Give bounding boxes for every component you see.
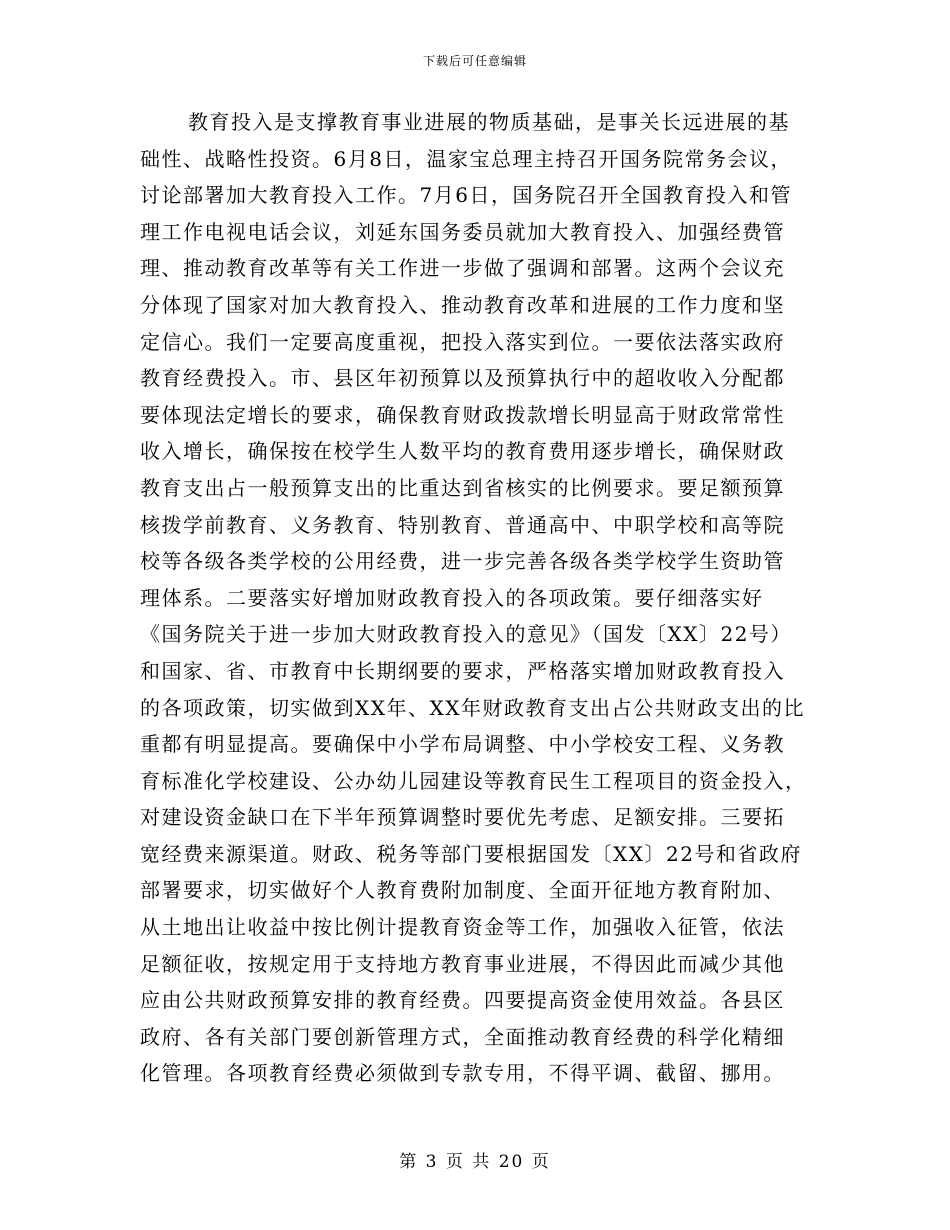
text-line: 收入增长，确保按在校学生人数平均的教育费用逐步增长，确保财政 <box>140 439 785 464</box>
text-line: 础性、战略性投资。6月8日，温家宝总理主持召开国务院常务会议， <box>140 146 792 171</box>
text-line: 足额征收，按规定用于支持地方教育事业进展，不得因此而减少其他 <box>140 951 785 976</box>
text-line: 《国务院关于进一步加大财政教育投入的意见》（国发〔XX〕22号） <box>140 622 792 647</box>
text-line: 宽经费来源渠道。财政、税务等部门要根据国发〔XX〕22号和省政府 <box>140 841 802 866</box>
text-line: 的各项政策，切实做到XX年、XX年财政教育支出占公共财政支出的比 <box>140 695 805 720</box>
text-line: 理体系。二要落实好增加财政教育投入的各项政策。要仔细落实好 <box>140 585 764 610</box>
text-line: 部署要求，切实做好个人教育费附加制度、全面开征地方教育附加、 <box>140 878 785 903</box>
text-line: 化管理。各项教育经费必须做到专款专用，不得平调、截留、挪用。 <box>140 1061 785 1086</box>
text-line: 要体现法定增长的要求，确保教育财政拨款增长明显高于财政常常性 <box>140 402 785 427</box>
text-line: 定信心。我们一定要高度重视，把投入落实到位。一要依法落实政府 <box>140 329 785 354</box>
text-line: 育标准化学校建设、公办幼儿园建设等教育民生工程项目的资金投入， <box>140 768 807 793</box>
text-line: 教育投入是支撑教育事业进展的物质基础，是事关长远进展的基 <box>188 110 790 134</box>
text-line: 政府、各有关部门要创新管理方式，全面推动教育经费的科学化精细 <box>140 1024 785 1049</box>
text-line: 理、推动教育改革等有关工作进一步做了强调和部署。这两个会议充 <box>140 256 785 281</box>
text-line: 对建设资金缺口在下半年预算调整时要优先考虑、足额安排。三要拓 <box>140 805 785 830</box>
text-line: 教育支出占一般预算支出的比重达到省核实的比例要求。要足额预算 <box>140 475 785 500</box>
page-number-footer: 第 3 页 共 20 页 <box>399 1152 551 1172</box>
text-line: 核拨学前教育、义务教育、特别教育、普通高中、中职学校和高等院 <box>140 512 785 537</box>
text-line: 分体现了国家对加大教育投入、推动教育改革和进展的工作力度和坚 <box>140 292 785 317</box>
text-line: 理工作电视电话会议，刘延东国务委员就加大教育投入、加强经费管 <box>140 219 785 244</box>
text-line: 和国家、省、市教育中长期纲要的要求，严格落实增加财政教育投入 <box>140 658 785 683</box>
text-line: 教育经费投入。市、县区年初预算以及预算执行中的超收收入分配都 <box>140 366 785 391</box>
text-line: 从土地出让收益中按比例计提教育资金等工作，加强收入征管，依法 <box>140 915 785 940</box>
text-line: 应由公共财政预算安排的教育经费。四要提高资金使用效益。各县区 <box>140 988 785 1013</box>
document-body <box>140 104 810 1092</box>
text-line: 讨论部署加大教育投入工作。7月6日，国务院召开全国教育投入和管 <box>140 183 792 208</box>
text-line: 校等各级各类学校的公用经费，进一步完善各级各类学校学生资助管 <box>140 549 785 574</box>
text-line: 重都有明显提高。要确保中小学布局调整、中小学校安工程、义务教 <box>140 732 785 757</box>
page-header: 下载后可任意编辑 <box>422 54 527 68</box>
